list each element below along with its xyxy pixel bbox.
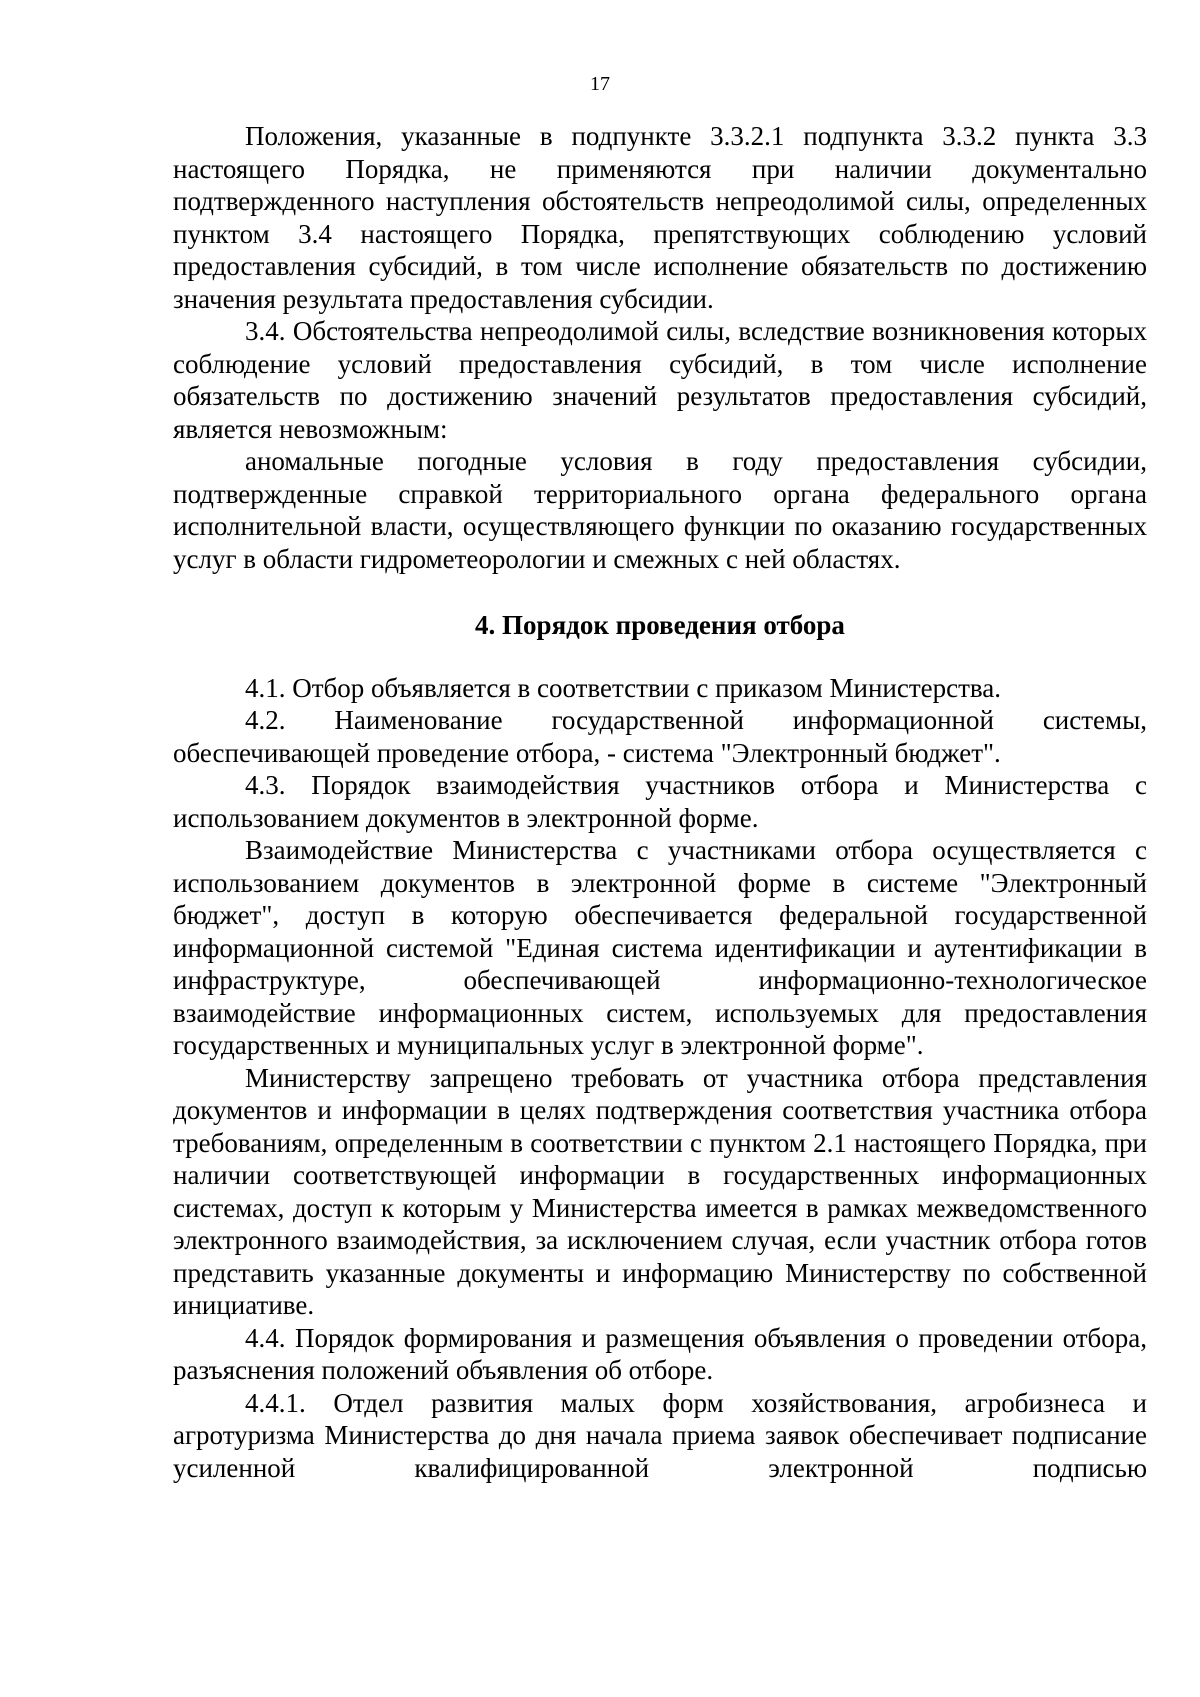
paragraph-4-3: 4.3. Порядок взаимодействия участников отбора и Министерства с использованием документов в электронной форме.: [173, 770, 1147, 833]
paragraph-4-1: 4.1. Отбор объявляется в соответствии с приказом Министерства.: [245, 672, 1002, 703]
paragraph-4-2: 4.2. Наименование государственной информационной системы, обеспечивающей проведение отбора, - система "Электронный бюджет".: [173, 705, 1147, 768]
paragraph-interaction: Взаимодействие Министерства с участниками отбора осуществляется с использованием документов в электронной форме в системе "Электронный бюджет", доступ в которую обеспечивается федеральной государственной информационной системой "Единая система идентификации и аутентификации в инфраструктуре, обеспечивающей информационно-технологическое взаимодействие информационных систем, используемых для предоставления государственных и муниципальных услуг в электронной форме".: [173, 835, 1147, 1060]
paragraph-3-3-provisions: Положения, указанные в подпункте 3.3.2.1 подпункта 3.3.2 пункта 3.3 настоящего Порядка, не применяются при наличии документально подтвержденного наступления обстоятельств непреодолимой силы, определенных пунктом 3.4 настоящего Порядка, препятствующих соблюдению условий предоставления субсидий, в том числе исполнение обязательств по достижению значения результата предоставления субсидии.: [173, 121, 1147, 314]
paragraph-4-4-1: 4.4.1. Отдел развития малых форм хозяйствования, агробизнеса и агротуризма Министерства до дня начала приема заявок обеспечивает подписание усиленной квалифицированной электронной подписью: [173, 1387, 1147, 1483]
document-body: [173, 120, 1147, 1484]
paragraph-4-4: 4.4. Порядок формирования и размещения объявления о проведении отбора, разъяснения положений объявления об отборе.: [173, 1322, 1147, 1385]
paragraph-3-4: 3.4. Обстоятельства непреодолимой силы, вследствие возникновения которых соблюдение условий предоставления субсидий, в том числе исполнение обязательств по достижению значений результатов предоставления субсидий, является невозможным:: [173, 316, 1147, 444]
paragraph-weather-conditions: аномальные погодные условия в году предоставления субсидии, подтвержденные справкой территориального органа федерального органа исполнительной власти, осуществляющего функции по оказанию государственных услуг в области гидрометеорологии и смежных с ней областях.: [173, 446, 1147, 574]
section-heading: 4. Порядок проведения отбора: [475, 610, 845, 640]
page-number: 17: [590, 73, 610, 95]
paragraph-ministry-prohibition: Министерству запрещено требовать от участника отбора представления документов и информации в целях подтверждения соответствия участника отбора требованиям, определенным в соответствии с пунктом 2.1 настоящего Порядка, при наличии соответствующей информации в государственных информационных системах, доступ к которым у Министерства имеется в рамках межведомственного электронного взаимодействия, за исключением случая, если участник отбора готов представить указанные документы и информацию Министерству по собственной инициативе.: [173, 1062, 1147, 1320]
